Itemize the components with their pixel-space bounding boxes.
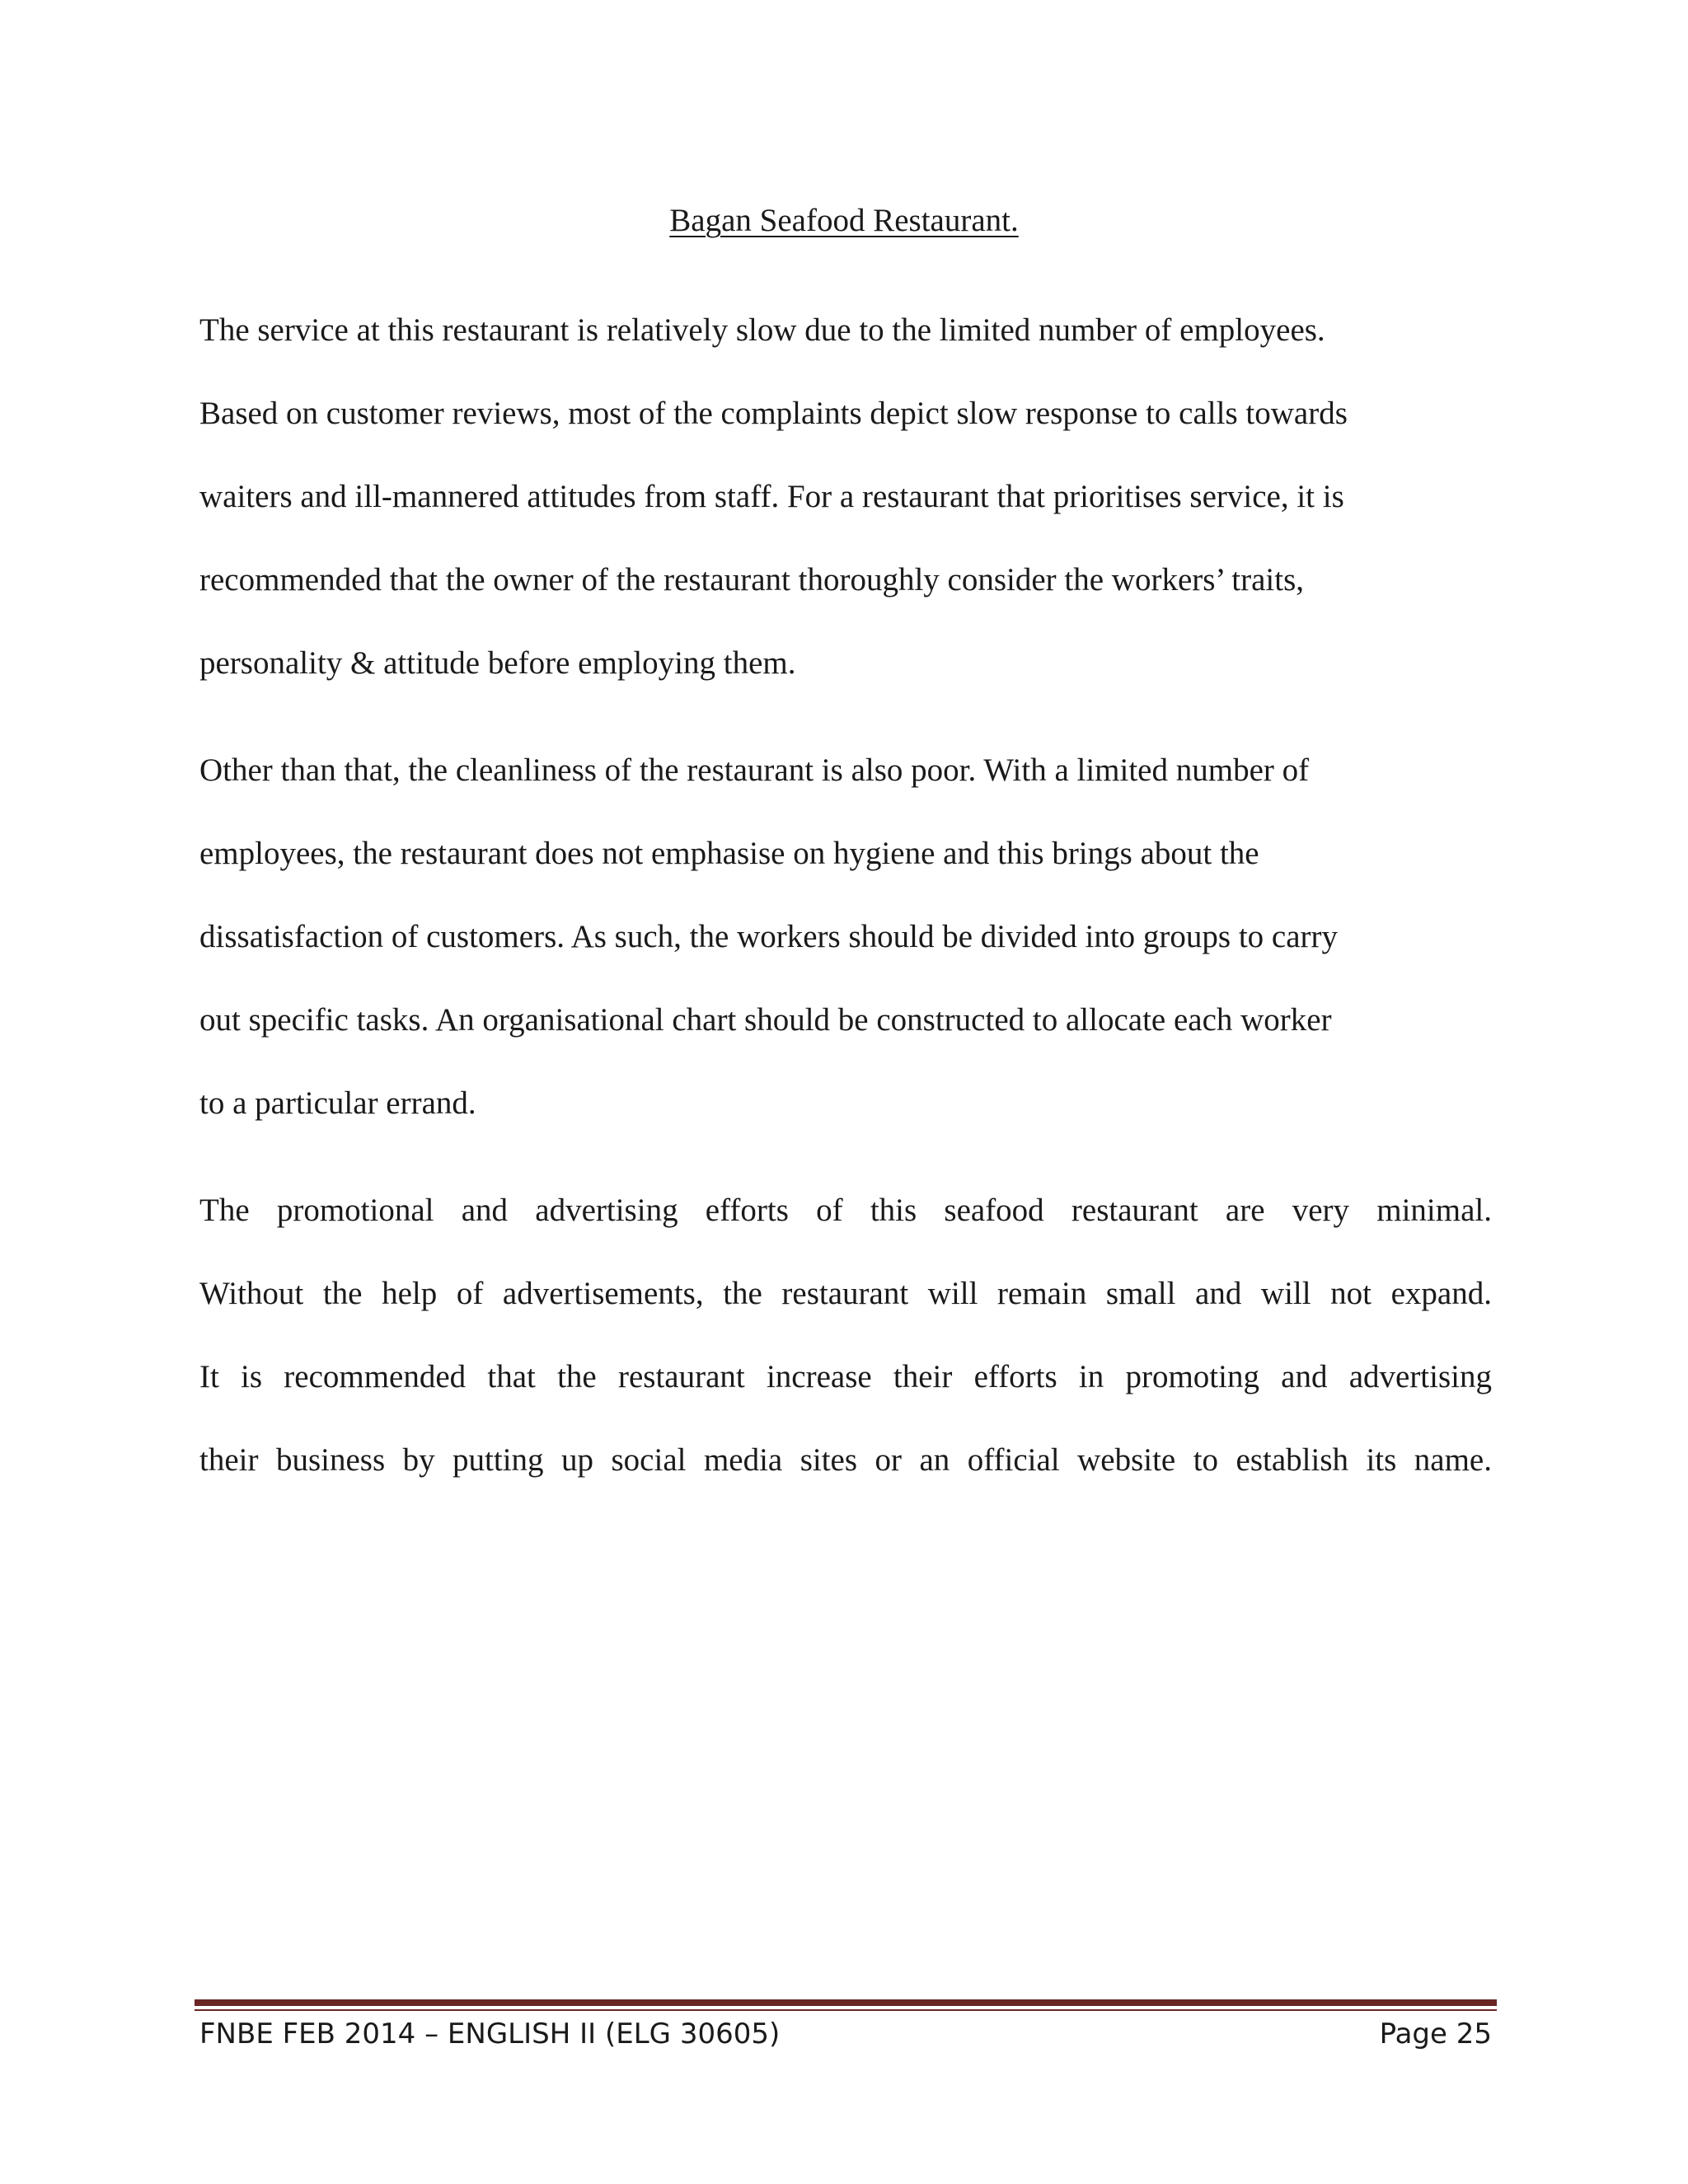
paragraph-line: employees, the restaurant does not emphasise on hygiene and this brings about the [199, 836, 1259, 871]
page-title-text: Bagan Seafood Restaurant. [669, 203, 1019, 238]
paragraph-line: The promotional and advertising efforts of this seafood restaurant are very minimal. [199, 1193, 1492, 1228]
paragraph-line: waiters and ill-mannered attitudes from staff. For a restaurant that prioritises service, it is [199, 479, 1344, 514]
paragraph-line: personality & attitude before employing them. [199, 645, 796, 681]
paragraph-line: Other than that, the cleanliness of the restaurant is also poor. With a limited number of [199, 752, 1310, 788]
page-title [0, 196, 1688, 246]
paragraph-line: to a particular errand. [199, 1085, 476, 1121]
paragraph-3 [199, 1169, 1492, 1502]
footer-page-number: Page 25 [1379, 2018, 1492, 2050]
paragraph-2 [199, 729, 1492, 1145]
paragraph-1 [199, 288, 1492, 705]
paragraph-line: dissatisfaction of customers. As such, the workers should be divided into groups to carry [199, 919, 1339, 954]
footer-rule [195, 1999, 1497, 2006]
paragraph-line: recommended that the owner of the restaurant thoroughly consider the workers’ traits, [199, 562, 1304, 598]
paragraph-line: Without the help of advertisements, the restaurant will remain small and will not expand. [199, 1276, 1492, 1311]
paragraph-line: their business by putting up social media sites or an official website to establish its name. [199, 1442, 1492, 1478]
paragraph-line: It is recommended that the restaurant increase their efforts in promoting and advertising [199, 1359, 1492, 1394]
footer-rule-thin [195, 2009, 1497, 2011]
paragraph-line: out specific tasks. An organisational chart should be constructed to allocate each worker [199, 1002, 1332, 1038]
paragraph-line: Based on customer reviews, most of the complaints depict slow response to calls towards [199, 396, 1348, 431]
paragraph-line: The service at this restaurant is relatively slow due to the limited number of employees. [199, 312, 1325, 348]
footer-course-label: FNBE FEB 2014 – ENGLISH II (ELG 30605) [199, 2018, 781, 2050]
